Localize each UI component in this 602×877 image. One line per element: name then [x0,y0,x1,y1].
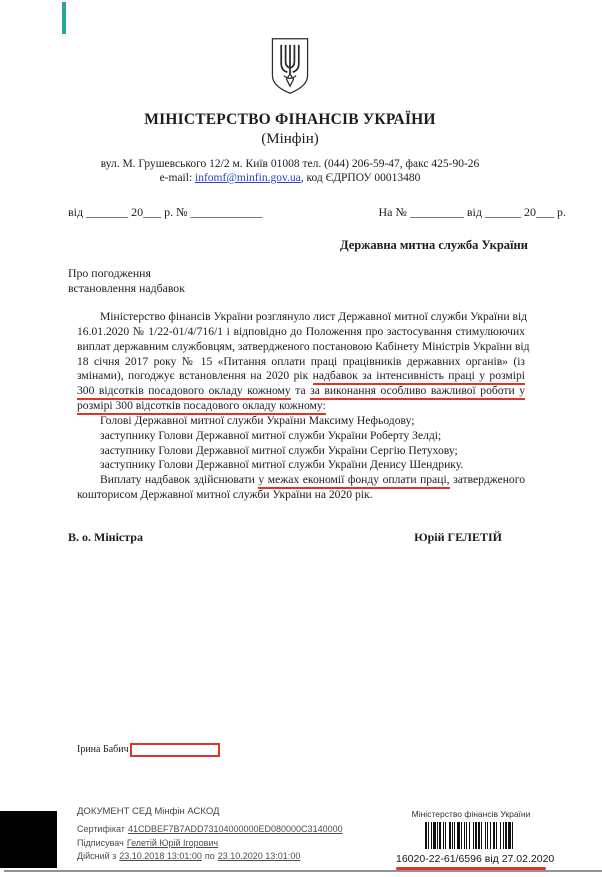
ref-outgoing: від _______ 20___ р. № ____________ [68,205,263,219]
valid-from-link[interactable]: 23.10.2018 13:01:00 [119,851,202,861]
signer-label: Підписувач [77,837,124,848]
signer-position: В. о. Міністра [68,530,143,544]
text-segment: заступнику Голови Державної митної служби України Денису Шендрику. [100,458,464,472]
validity-separator: по [204,851,215,861]
body-line [77,429,525,444]
subject-block [68,266,185,296]
text-segment: заступнику Голови Державної митної служби України Роберту Зелді; [100,428,442,442]
text-segment: затвердженого [449,473,525,487]
text-segment: та [290,384,311,398]
body-line [77,310,528,325]
qr-code-stamp [0,811,57,868]
text-segment: Голові Державної митної служби України Максиму Нефьодову; [100,413,415,427]
body-line [77,339,530,355]
valid-to-link[interactable]: 23.10.2020 13:01:00 [217,851,301,861]
text-segment: заступнику Голови Державної митної служби України Сергію Петухову; [100,443,458,457]
ref-incoming: На № _________ від ______ 20___ р. [378,205,566,219]
subject-line-1: Про погодження [68,266,151,280]
signer-name: Юрій ГЕЛЕТІЙ [414,530,502,544]
body-text [77,310,530,503]
signer-row [77,838,357,848]
edrpou-code: , код ЄДРПОУ 00013480 [300,172,421,184]
registration-stamp [396,809,555,870]
signature-row [68,530,502,545]
certificate-number-link[interactable]: 41CDBEF7B7ADD73104000000ED080000C3140000 [127,824,343,834]
text-segment: змінами), погоджує встановлення на 2020 рік [77,369,313,383]
certificate-row [77,824,357,834]
text-segment: виплат державним службовцям, затвердженого постановою Кабінету Міністрів України від [77,339,530,353]
registration-barcode [425,822,517,849]
certificate-label: Сертифікат [77,824,125,834]
red-underlined-phrase: розмірі 300 відсотків посадового окладу кожному: [77,399,326,415]
ministry-name: МІНІСТЕРСТВО ФІНАНСІВ УКРАЇНИ [144,111,436,128]
sed-stamp [77,806,357,861]
text-segment: Виплату надбавок здійснювати [100,473,259,487]
subject-line-2: встановлення надбавок [68,281,185,295]
validity-row [77,851,357,861]
red-underlined-phrase: за виконання особливо важливої роботи у [310,384,525,400]
text-segment: кошторисом Державної митної служби України на 2020 рік. [77,488,373,502]
signer-name-link[interactable]: Гелетій Юрій Ігорович [126,837,219,848]
body-line [77,414,525,429]
body-line [77,369,525,384]
ministry-short-name: (Мінфін) [261,131,319,147]
reference-line [68,205,566,220]
registration-number: 16020-22-61/6596 від 27.02.2020 [396,853,555,865]
body-line [77,444,525,459]
body-line [77,399,525,414]
email-link[interactable]: infomf@minfin.gov.ua [195,172,301,184]
text-segment: Міністерство фінансів України розглянуло лист Державної митної служби України від [100,310,528,323]
body-line [77,325,525,340]
email-line [70,172,510,184]
addressee: Державна митна служба України [340,238,528,252]
body-line [77,488,525,503]
registration-org: Міністерство фінансів України [411,809,531,819]
body-line [77,355,525,370]
red-underlined-phrase: у межах економії фонду оплати праці, [258,473,449,489]
page-bottom-border [4,870,602,872]
redaction-box [130,743,220,757]
red-underlined-phrase: 300 відсотків посадового окладу кожному [77,384,291,400]
body-line [77,458,525,473]
body-line [77,473,525,488]
sed-system-line: ДОКУМЕНТ СЕД Мінфін АСКОД [77,806,220,817]
body-line [77,384,525,399]
validity-label: Дійсний з [77,851,117,861]
text-segment: 16.01.2020 № 1/22-01/4/716/1 і відповідно до Положення про застосування стимулюючих [77,324,525,338]
address-line: вул. М. Грушевського 12/2 м. Київ 01008 тел. (044) 206-59-47, факс 425-90-26 [100,158,480,170]
text-segment: 18 січня 2017 року № 15 «Питання оплати праці працівників державних органів» (із [77,354,525,368]
cursor-artifact [62,2,66,34]
email-label: e-mail: [159,172,193,184]
ukraine-trident-emblem [270,37,310,95]
executor-name: Ірина Бабич [77,744,129,755]
red-underlined-phrase: надбавок за інтенсивність праці у розмірі [313,369,525,385]
